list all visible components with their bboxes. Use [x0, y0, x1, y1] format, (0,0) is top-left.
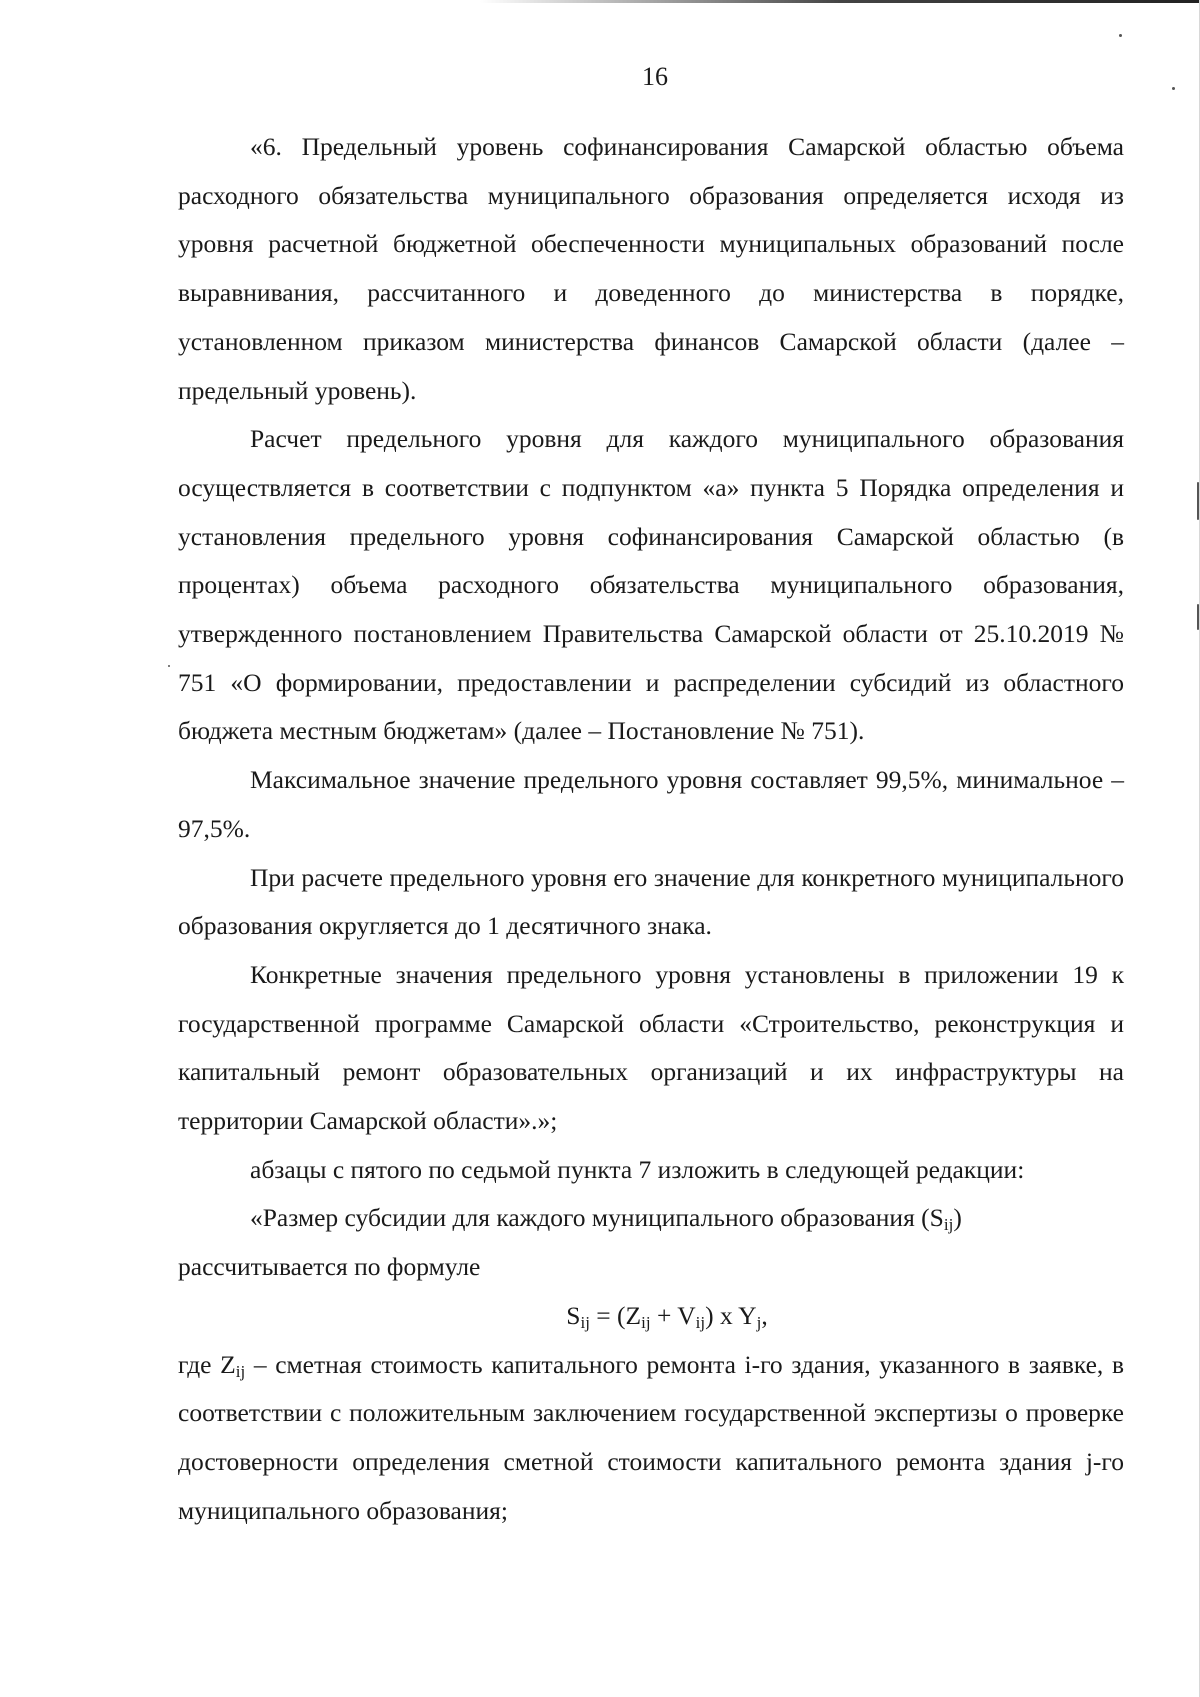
formula-s-subscript: ij — [580, 1312, 590, 1332]
formula-eq-open: = (Z — [589, 1300, 642, 1330]
paragraph-definition-z — [178, 1341, 1124, 1536]
paragraph-calculation-limit: Расчет предельного уровня для каждого муниципального образования осуществляется в соответствии с подпунктом «а» пункта 5 Порядка определения и установления предельного уровня софинансирования Самарской областью (в процентах) объема расходного обязательства муниципального образования, утвержденного постановлением Правительства Самарской области от 25.10.2019 № 751 «О формировании, предоставлении и распределении субсидий из областного бюджета местным бюджетам» (далее – Постановление № 751). — [178, 424, 1124, 746]
scan-speck — [1119, 34, 1122, 37]
formula-plus: + V — [650, 1300, 696, 1330]
scan-speck — [168, 665, 170, 667]
paragraph-amendment-instruction: абзацы с пятого по седьмой пункта 7 изложить в следующей редакции: — [250, 1154, 1025, 1184]
paragraph-subsidy-size — [178, 1194, 1124, 1243]
formula-y-subscript: j — [756, 1312, 762, 1332]
paragraph-rounding: При расчете предельного уровня его значение для конкретного муниципального образования округляется до 1 десятичного знака. — [178, 862, 1124, 941]
definition-lead: где Z — [178, 1349, 236, 1379]
formula — [178, 1292, 1124, 1341]
subsidy-size-subscript: ij — [943, 1215, 954, 1235]
scan-speck — [1197, 482, 1199, 520]
formula-z-subscript: ij — [641, 1312, 651, 1332]
scan-speck — [1172, 87, 1175, 90]
formula-close-times: ) x Y — [705, 1300, 757, 1330]
definition-z-subscript: ij — [235, 1361, 246, 1381]
paragraph-specific-values: Конкретные значения предельного уровня установлены в приложении 19 к государственной программе Самарской области «Строительство, реконструкция и капитальный ремонт образовательных организаций и их инфраструктуры на территории Самарской области».»; — [178, 959, 1124, 1136]
subsidy-size-text: «Размер субсидии для каждого муниципального образования (S — [250, 1203, 944, 1233]
subsidy-size-close: ) — [953, 1203, 962, 1233]
paragraph-max-min-values: Максимальное значение предельного уровня составляет 99,5%, минимальное – 97,5%. — [178, 765, 1124, 843]
formula-end: , — [761, 1300, 768, 1330]
formula-s: S — [566, 1300, 581, 1330]
definition-text: – сметная стоимость капитального ремонта i-го здания, указанного в заявке, в соответствии с положительным заключением государственной экспертизы о проверке достоверности определения сметной стоимости капитального ремонта здания j-го муниципального образования; — [178, 1349, 1124, 1525]
document-body — [178, 123, 1124, 1535]
scan-top-edge — [0, 0, 1200, 3]
page-number: 16 — [642, 62, 668, 91]
scan-speck — [1197, 604, 1199, 630]
paragraph-clause-6: «6. Предельный уровень софинансирования Самарской областью объема расходного обязательства муниципального образования определяется исходя из уровня расчетной бюджетной обеспеченности муниципальных образований после выравнивания, рассчитанного и доведенного до министерства в порядке, установленном приказом министерства финансов Самарской области (далее – предельный уровень). — [178, 132, 1124, 405]
formula-v-subscript: ij — [695, 1312, 706, 1332]
paragraph-formula-intro: рассчитывается по формуле — [178, 1252, 481, 1282]
